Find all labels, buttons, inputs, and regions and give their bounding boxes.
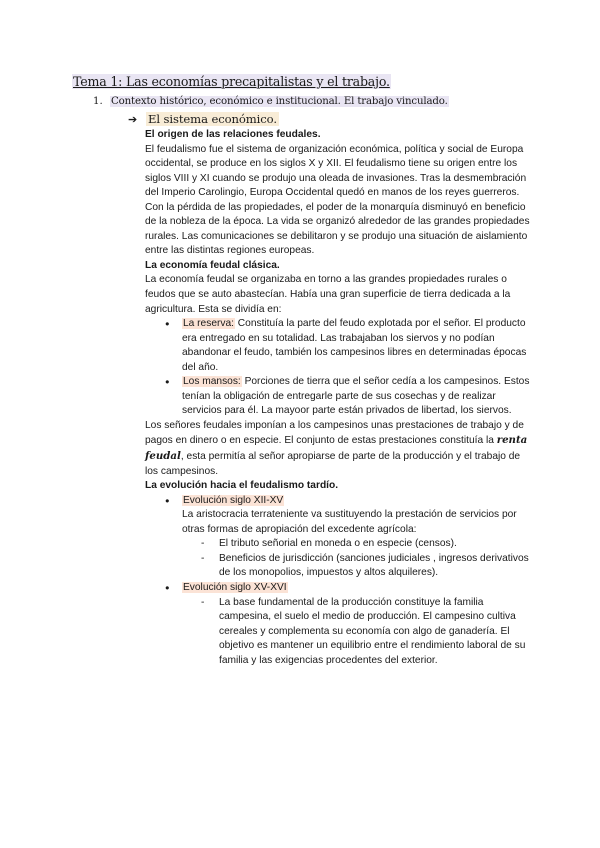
land-division-list [145,317,530,419]
subsection-heading [128,112,279,126]
list-item [182,494,530,581]
origen-heading: El origen de las relaciones feudales. [145,129,321,140]
period-paragraph: La aristocracia terrateniente va sustituyendo la prestación de servicios por otras formas de apropiación del excedente agrícola: [182,509,517,535]
clasica-outro [145,419,530,479]
outro-text-end: , esta permitía al señor apropiarse de parte de la producción y el trabajo de los campesinos. [145,451,521,477]
period-label: Evolución siglo XV-XVI [183,581,287,593]
period-sublist [182,596,530,669]
period-label: Evolución siglo XII-XV [183,494,284,506]
section-heading-text: Contexto histórico, económico e institucional. El trabajo vinculado. [111,96,448,107]
subsection-heading-text: El sistema económico. [148,112,277,126]
list-item-term: Los mansos: [183,376,241,388]
section-heading [93,96,449,107]
evolucion-heading: La evolución hacia el feudalismo tardío. [145,480,339,492]
clasica-intro: La economía feudal se organizaba en torno a las grandes propiedades rurales o feudos que se auto abastecían. Había una gran superficie de tierra dedicada a la agricultura. Esta se dividía en: [145,274,511,315]
list-item-term: La reserva: [183,318,234,330]
origen-paragraph: El feudalismo fue el sistema de organización económica, política y social de Europa occidental, se produce en los siglos X y XII. El feudalismo tiene su origen entre los siglos VIII y XI cuando se produjo una oleada de invasiones. Tras la desmembración del Imperio Carolingio, Europa Occidental quedó en manos de los reyes guerreros. Con la pérdida de las propiedades, el poder de la monarquía disminuyó en beneficio de la nobleza de la época. La vida se organizó alrededor de las grandes propiedades rurales. Las comunicaciones se debilitaron y se produjo una situación de aislamiento entre las distintas regiones europeas. [145,143,530,257]
section-number: 1. [93,96,103,107]
sublist-item: - El tributo señorial en moneda o en especie (censos). [219,537,530,552]
list-item [182,581,530,668]
list-item-text: Porciones de tierra que el señor cedía a los campesinos. Estos tenían la obligación de entregarle parte de sus cosechas y de realizar servicios para él. La mayoor parte están privados de libertad, los siervos. [182,376,530,417]
arrow-bullet-icon: ➔ [128,113,138,126]
clasica-heading: La economía feudal clásica. [145,259,280,271]
list-item [182,375,530,419]
list-item [182,317,530,375]
list-item-text: Constituía la parte del feudo explotada por el señor. El producto era entregado en su totalidad. Las trabajaban los siervos y no podían abandonar el feudo, también los campesinos libres en determinadas épocas del año. [182,318,527,373]
sublist-item: - La base fundamental de la producción constituye la familia campesina, el suelo el medio de producción. El campesino cultiva cereales y complementa su economía con algo de ganadería. El objetivo es mantener un equilibrio entre el rendimiento laboral de su familia y las exigencias procedentes del exterior. [219,596,530,669]
document-body [145,128,530,668]
sublist-item: - Beneficios de jurisdicción (sanciones judiciales , ingresos derivativos de los monopolios, impuestos y altos alquileres). [219,552,530,581]
renta-feudal-term: renta feudal [145,434,528,463]
outro-text: Los señores feudales imponían a los campesinos unas prestaciones de trabajo y de pagos en dinero o en especie. El conjunto de estas prestaciones constituía la [145,419,524,447]
evolution-list [145,494,530,669]
period-sublist [182,537,530,581]
document-title: Tema 1: Las economías precapitalistas y el trabajo. [73,74,390,89]
